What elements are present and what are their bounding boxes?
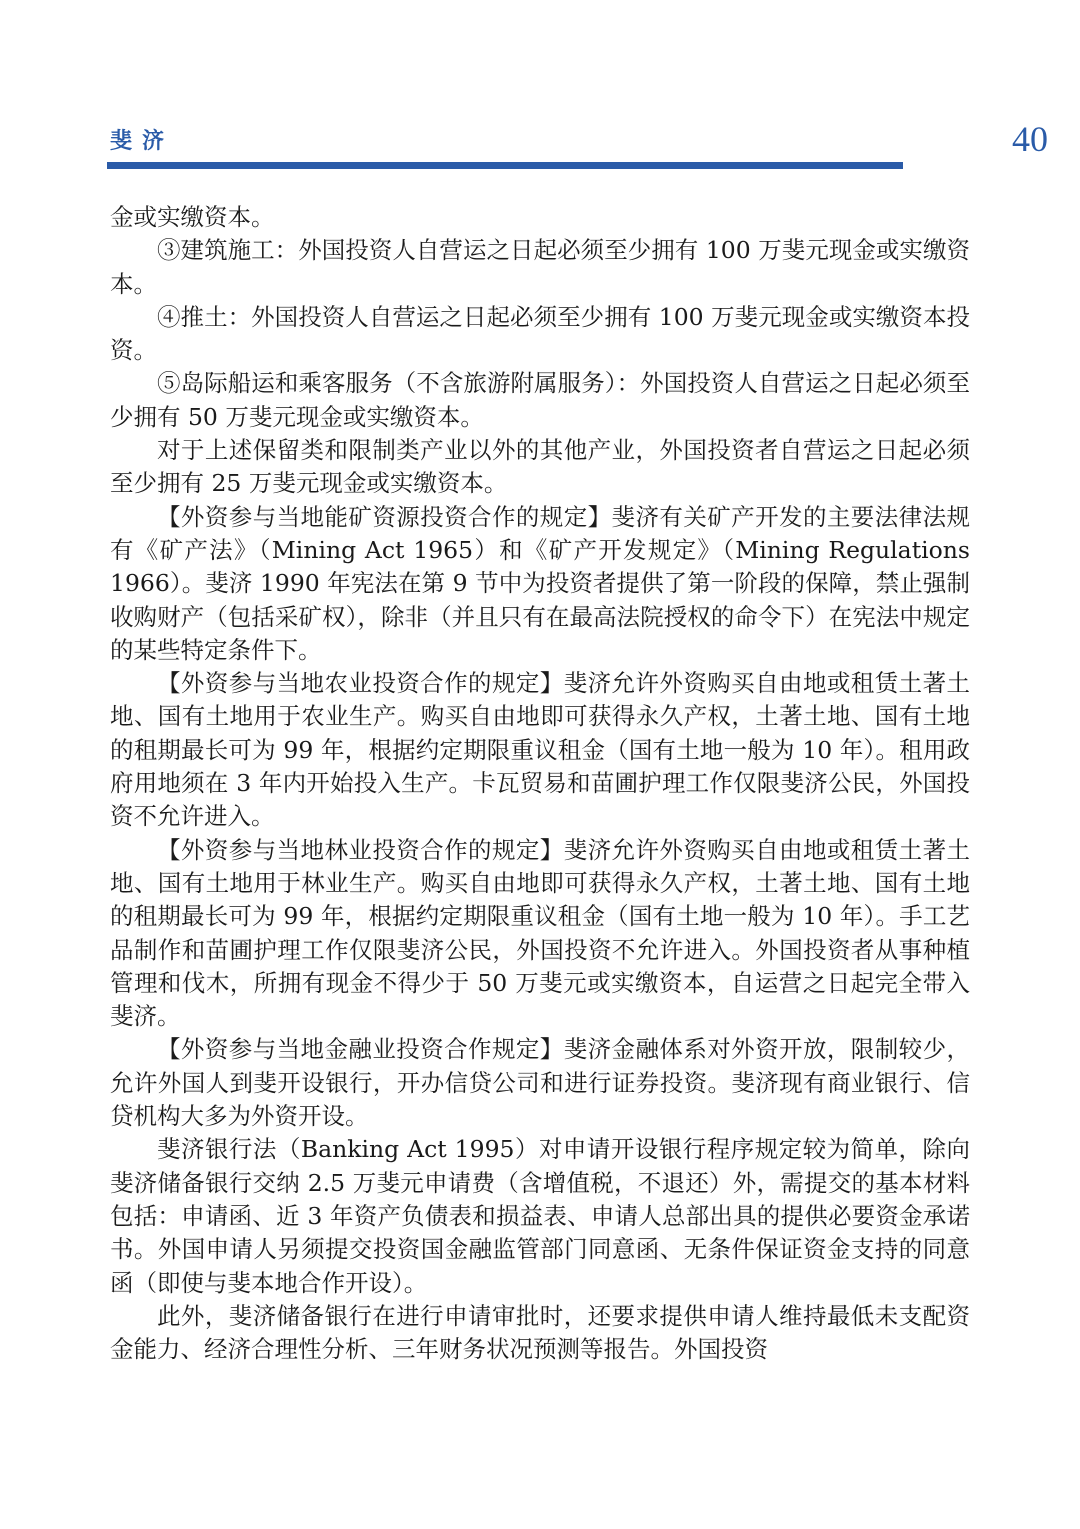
paragraph: 【外资参与当地能矿资源投资合作的规定】斐济有关矿产开发的主要法律法规有《矿产法》（Mining Act 1965）和《矿产开发规定》（Mining Regulations 1966）。斐济 1990 年宪法在第 9 节中为投资者提供了第一阶段的保障，禁止强制收购财产（包括采矿权），除非（并且只有在最高法院授权的命令下）在宪法中规定的某些特定条件下。 xyxy=(110,502,970,664)
paragraph: ③建筑施工：外国投资人自营运之日起必须至少拥有 100 万斐元现金或实缴资本。 xyxy=(110,236,970,298)
paragraph: ⑤岛际船运和乘客服务（不含旅游附属服务）：外国投资人自营运之日起必须至少拥有 50 万斐元现金或实缴资本。 xyxy=(110,369,970,431)
paragraph: 斐济银行法（Banking Act 1995）对申请开设银行程序规定较为简单，除向斐济储备银行交纳 2.5 万斐元申请费（含增值税，不退还）外，需提交的基本材料包括：申请函、近 3 年资产负债表和损益表、申请人总部出具的提供必要资金承诺书。外国申请人另须提交投资国金融监管部门同意函、无条件保证资金支持的同意函（即使与斐本地合作开设）。 xyxy=(110,1135,970,1297)
page-number: 40 xyxy=(1012,119,1048,159)
paragraph: 【外资参与当地农业投资合作的规定】斐济允许外资购买自由地或租赁土著土地、国有土地用于农业生产。购买自由地即可获得永久产权，土著土地、国有土地的租期最长可为 99 年，根据约定期限重议租金（国有土地一般为 10 年）。租用政府用地须在 3 年内开始投入生产。卡瓦贸易和苗圃护理工作仅限斐济公民，外国投资不允许进入。 xyxy=(110,669,970,831)
header-divider xyxy=(107,162,903,169)
paragraph: 金或实缴资本。 xyxy=(110,203,275,231)
body-text xyxy=(110,201,970,1366)
paragraph: ④推土：外国投资人自营运之日起必须至少拥有 100 万斐元现金或实缴资本投资。 xyxy=(110,302,970,365)
paragraph: 【外资参与当地金融业投资合作规定】斐济金融体系对外资开放，限制较少，允许外国人到斐开设银行，开办信贷公司和进行证券投资。斐济现有商业银行、信贷机构大多为外资开设。 xyxy=(110,1035,970,1131)
section-title: 斐济 xyxy=(110,129,175,154)
paragraph: 此外，斐济储备银行在进行申请审批时，还要求提供申请人维持最低未支配资金能力、经济合理性分析、三年财务状况预测等报告。外国投资 xyxy=(110,1301,970,1364)
paragraph: 对于上述保留类和限制类产业以外的其他产业，外国投资者自营运之日起必须至少拥有 25 万斐元现金或实缴资本。 xyxy=(110,436,970,498)
paragraph: 【外资参与当地林业投资合作的规定】斐济允许外资购买自由地或租赁土著土地、国有土地用于林业生产。购买自由地即可获得永久产权，土著土地、国有土地的租期最长可为 99 年，根据约定期限重议租金（国有土地一般为 10 年）。手工艺品制作和苗圃护理工作仅限斐济公民，外国投资不允许进入。外国投资者从事种植管理和伐木，所拥有现金不得少于 50 万斐元或实缴资本，自运营之日起完全带入斐济。 xyxy=(110,835,970,1031)
